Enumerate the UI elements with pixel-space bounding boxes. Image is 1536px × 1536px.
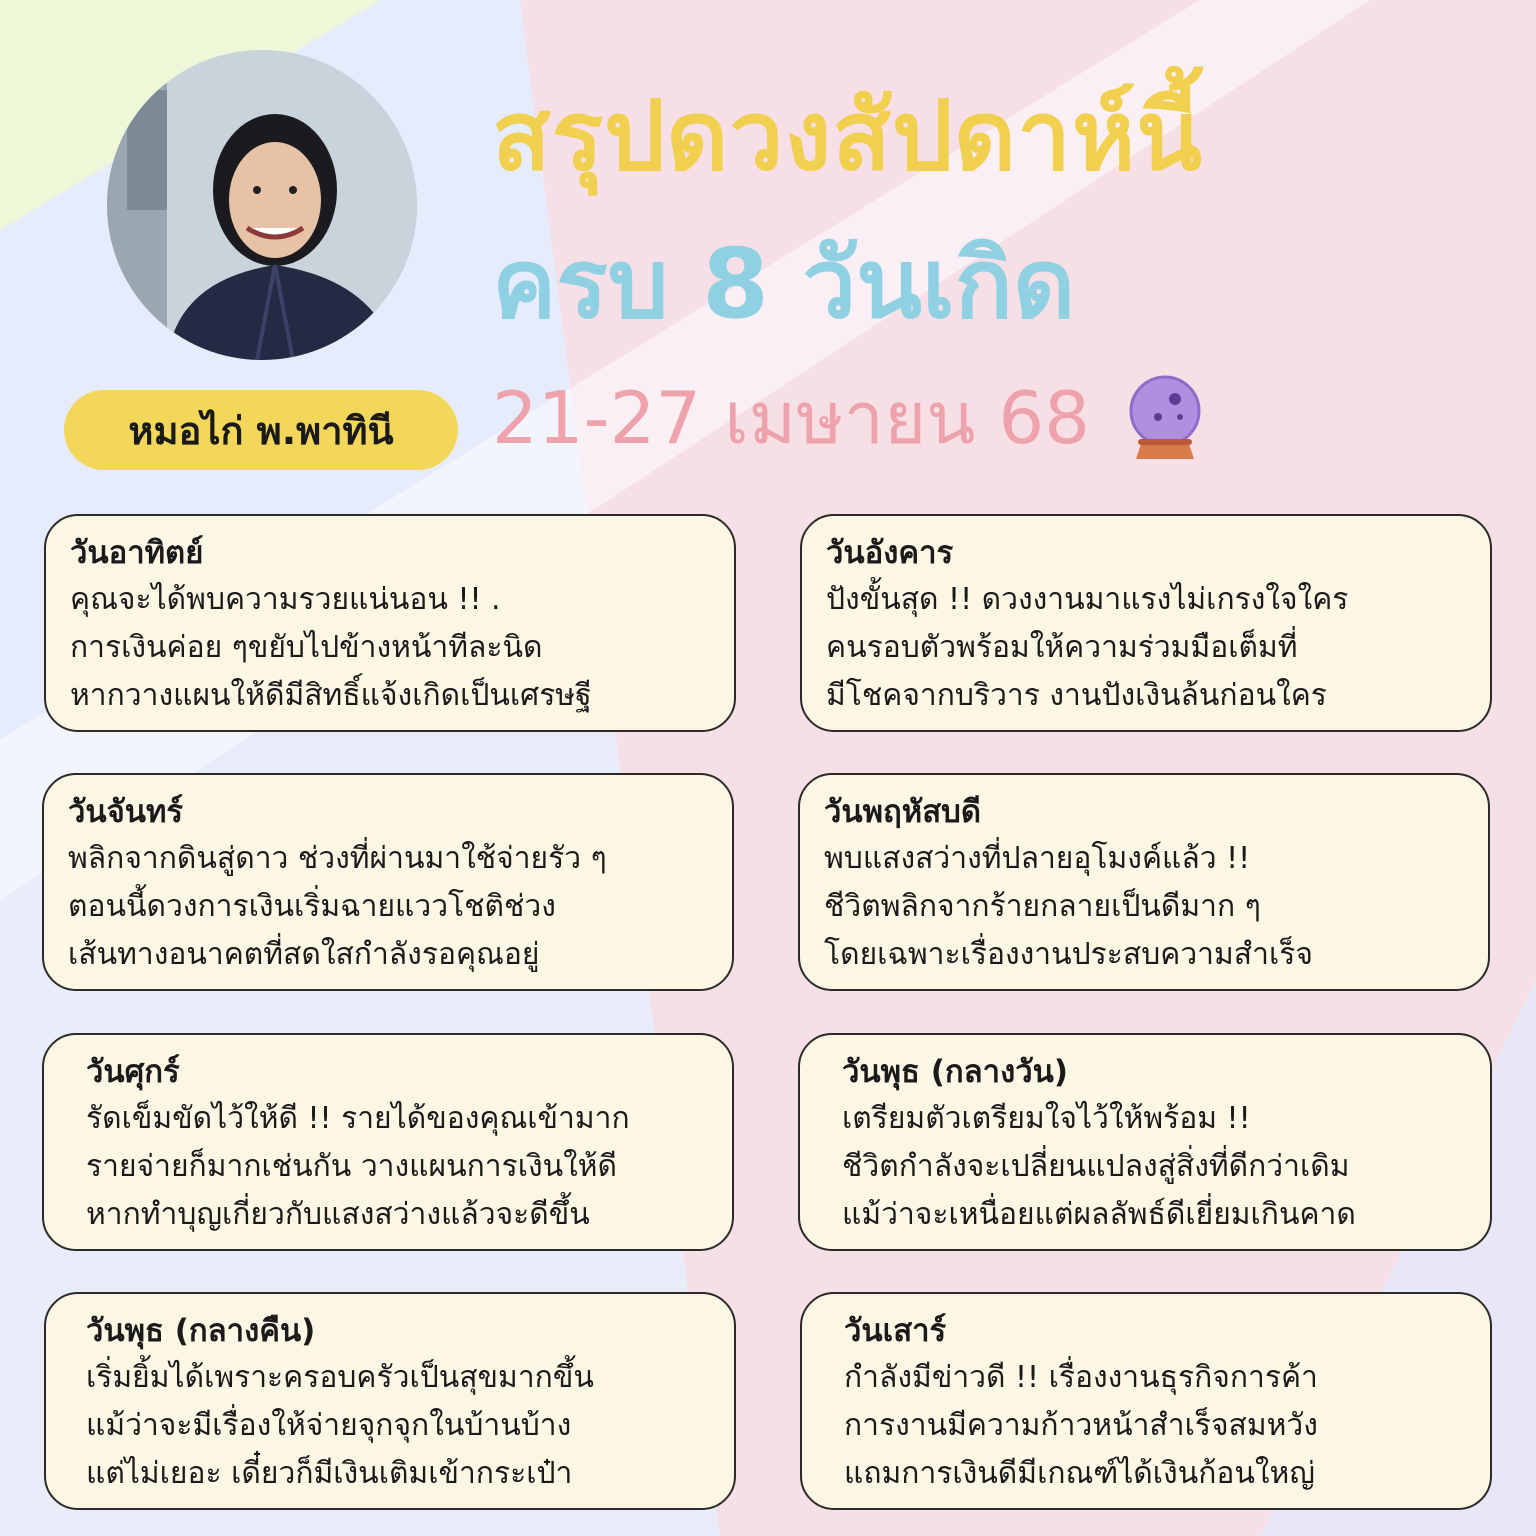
- card-title: วันพฤหัสบดี: [824, 794, 981, 830]
- card-title: วันอาทิตย์: [70, 535, 204, 571]
- title-weekly-horoscope: สรุปดวงสัปดาห์นี้: [492, 80, 1203, 192]
- card-text-line: พลิกจากดินสู่ดาว ช่วงที่ผ่านมาใช้จ่ายรัว ๆ: [68, 841, 607, 876]
- card-title: วันอังคาร: [826, 535, 954, 571]
- card-title: วันจันทร์: [68, 794, 184, 830]
- profile-photo: [107, 50, 417, 360]
- card-wednesday-night: [44, 1292, 736, 1510]
- card-text-line: พบแสงสว่างที่ปลายอุโมงค์แล้ว !!: [824, 841, 1251, 876]
- card-title: วันพุธ (กลางคืน): [86, 1313, 316, 1349]
- date-range-row: [492, 360, 1210, 475]
- card-wednesday-day: [798, 1033, 1492, 1251]
- card-text-line: มีโชคจากบริวาร งานปังเงินล้นก่อนใคร: [826, 678, 1327, 713]
- card-title: วันศุกร์: [86, 1054, 180, 1090]
- card-title: วันเสาร์: [844, 1313, 947, 1349]
- card-saturday: [800, 1292, 1492, 1510]
- crystal-ball-icon: [1120, 373, 1210, 463]
- card-text-line: แม้ว่าจะมีเรื่องให้จ่ายจุกจุกในบ้านบ้าง: [86, 1408, 572, 1443]
- card-text-line: หากทำบุญเกี่ยวกับแสงสว่างแล้วจะดีขึ้น: [86, 1197, 590, 1232]
- card-thursday: [798, 773, 1490, 991]
- card-text-line: การงานมีความก้าวหน้าสำเร็จสมหวัง: [844, 1408, 1318, 1443]
- card-text-line: ชีวิตกำลังจะเปลี่ยนแปลงสู่สิ่งที่ดีกว่าเดิม: [842, 1149, 1350, 1184]
- card-text-line: แม้ว่าจะเหนื่อยแต่ผลลัพธ์ดีเยี่ยมเกินคาด: [842, 1197, 1356, 1232]
- card-text-line: เริ่มยิ้มได้เพราะครอบครัวเป็นสุขมากขึ้น: [86, 1360, 594, 1395]
- doctor-name: หมอไก่ พ.พาทินี: [128, 408, 394, 453]
- card-text-line: การเงินค่อย ๆขยับไปข้างหน้าทีละนิด: [70, 630, 543, 665]
- card-sunday: [44, 514, 736, 732]
- card-friday: [42, 1033, 734, 1251]
- card-text-line: รัดเข็มขัดไว้ให้ดี !! รายได้ของคุณเข้ามาก: [86, 1101, 630, 1136]
- card-text-line: ชีวิตพลิกจากร้ายกลายเป็นดีมาก ๆ: [824, 889, 1261, 924]
- card-text-line: โดยเฉพาะเรื่องงานประสบความสำเร็จ: [824, 937, 1313, 972]
- card-text-line: แถมการเงินดีมีเกณฑ์ได้เงินก้อนใหญ่: [844, 1456, 1315, 1491]
- card-text-line: คนรอบตัวพร้อมให้ความร่วมมือเต็มที่: [826, 630, 1298, 665]
- card-text-line: แต่ไม่เยอะ เดี๋ยวก็มีเงินเติมเข้ากระเป๋า: [86, 1456, 573, 1491]
- card-monday: [42, 773, 734, 991]
- card-text-line: หากวางแผนให้ดีมีสิทธิ์แจ้งเกิดเป็นเศรษฐี: [70, 678, 592, 713]
- card-text-line: เส้นทางอนาคตที่สดใสกำลังรอคุณอยู่: [68, 937, 540, 972]
- card-title: วันพุธ (กลางวัน): [842, 1054, 1068, 1090]
- title-eight-birthdays: ครบ 8 วันเกิด: [492, 228, 1076, 340]
- card-text-line: ปังขั้นสุด !! ดวงงานมาแรงไม่เกรงใจใคร: [826, 582, 1349, 617]
- card-text-line: รายจ่ายก็มากเช่นกัน วางแผนการเงินให้ดี: [86, 1149, 618, 1184]
- card-text-line: เตรียมตัวเตรียมใจไว้ให้พร้อม !!: [842, 1101, 1251, 1136]
- doctor-name-badge: [64, 390, 458, 470]
- date-range: 21-27 เมษายน 68: [492, 376, 1090, 460]
- card-tuesday: [800, 514, 1492, 732]
- card-text-line: คุณจะได้พบความรวยแน่นอน !! .: [70, 582, 501, 617]
- card-text-line: ตอนนี้ดวงการเงินเริ่มฉายแววโชติช่วง: [68, 889, 556, 924]
- card-text-line: กำลังมีข่าวดี !! เรื่องงานธุรกิจการค้า: [844, 1360, 1318, 1395]
